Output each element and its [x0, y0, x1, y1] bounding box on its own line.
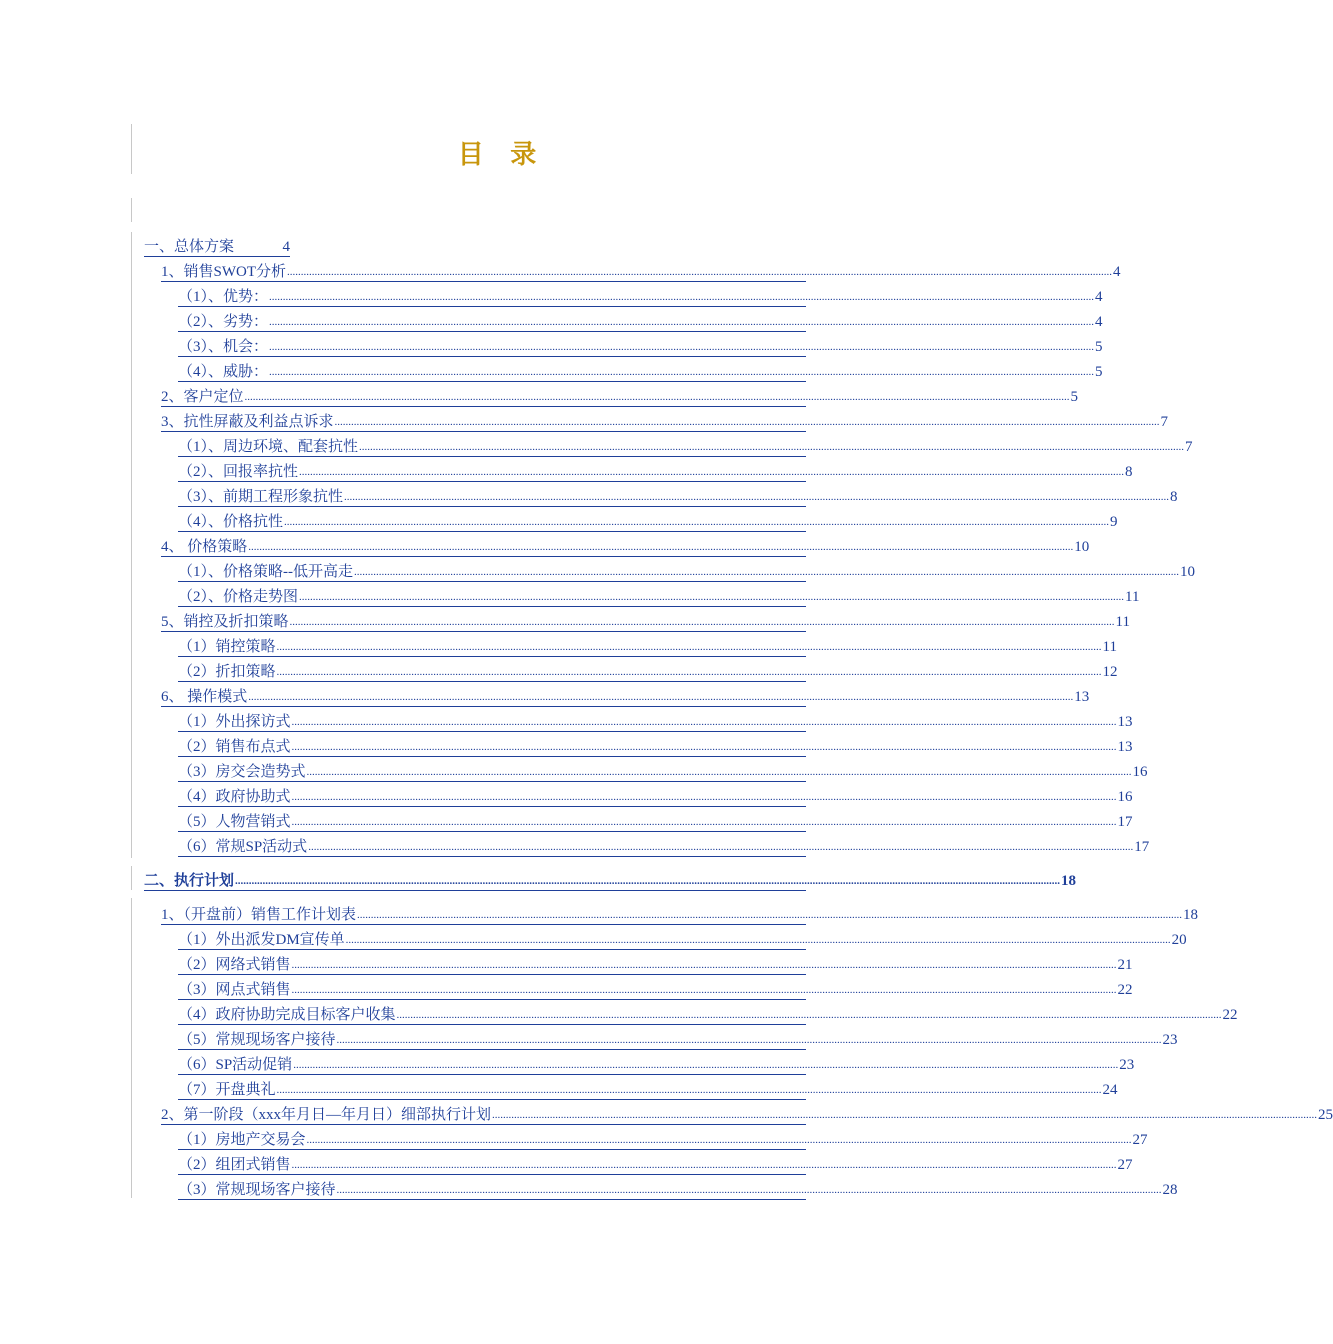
toc-entry[interactable] [161, 1104, 1333, 1125]
toc-entry-label: （2）销售布点式 [178, 739, 291, 755]
toc-entry-label: （3）常规现场客户接待 [178, 1182, 336, 1198]
toc-entry-label: （5）常规现场客户接待 [178, 1032, 336, 1048]
toc-entry[interactable] [144, 236, 290, 257]
margin-bar-section-1 [131, 232, 132, 858]
toc-dot-leader: ............................................................................................................................................................................................................................................................................................................ [357, 909, 1183, 921]
toc-dot-leader: ............................................................................................................................................................................................................................................................................................................ [269, 366, 1095, 378]
toc-entry-page-number: 5 [1070, 389, 1079, 405]
toc-entry[interactable] [178, 786, 1133, 807]
toc-entry-label: （4）政府协助完成目标客户收集 [178, 1007, 396, 1023]
toc-entry[interactable] [178, 811, 1133, 832]
toc-entry-label: （6）SP活动促销 [178, 1057, 293, 1073]
toc-dot-leader: ............................................................................................................................................................................................................................................................................................................ [291, 741, 1117, 753]
toc-dot-leader: ............................................................................................................................................................................................................................................................................................................ [248, 691, 1074, 703]
toc-entry[interactable] [161, 686, 1090, 707]
toc-dot-leader: ............................................................................................................................................................................................................................................................................................................ [299, 591, 1125, 603]
toc-entry-page-number: 8 [1125, 464, 1133, 480]
toc-entry-page-number: 22 [1117, 982, 1133, 998]
toc-entry[interactable] [178, 436, 1193, 457]
toc-entry-label: （4）、价格抗性 [178, 514, 284, 530]
toc-entry-label: （6）常规SP活动式 [178, 839, 308, 855]
toc-entry-label: （7）开盘典礼 [178, 1082, 276, 1098]
toc-entry-page-number: 28 [1162, 1182, 1178, 1198]
toc-entry-label: （4）政府协助式 [178, 789, 291, 805]
toc-dot-leader: ............................................................................................................................................................................................................................................................................................................ [276, 666, 1102, 678]
toc-entry-page-number: 16 [1117, 789, 1133, 805]
toc-entry-page-number: 10 [1074, 539, 1090, 555]
toc-entry[interactable] [178, 736, 1133, 757]
toc-entry[interactable] [178, 711, 1133, 732]
toc-entry-label: 二、执行计划 [144, 873, 235, 889]
margin-bar-gap [131, 198, 132, 222]
toc-dot-leader: ............................................................................................................................................................................................................................................................................................................ [244, 391, 1070, 403]
toc-entry[interactable] [161, 536, 1090, 557]
toc-dot-leader: ............................................................................................................................................................................................................................................................................................................ [291, 959, 1117, 971]
toc-entry-page-number: 7 [1185, 439, 1193, 455]
toc-dot-leader: ............................................................................................................................................................................................................................................................................................................ [492, 1109, 1318, 1121]
toc-entry[interactable] [178, 1129, 1148, 1150]
toc-entry[interactable] [178, 286, 1103, 307]
toc-dot-leader: ............................................................................................................................................................................................................................................................................................................ [291, 816, 1117, 828]
toc-entry-label: 1、（开盘前）销售工作计划表 [161, 907, 357, 923]
toc-entry[interactable] [178, 511, 1118, 532]
toc-entry[interactable] [178, 461, 1133, 482]
toc-entry-label: （1）外出派发DM宣传单 [178, 932, 345, 948]
margin-bar-section-2-heading [131, 866, 132, 890]
toc-dot-leader: ............................................................................................................................................................................................................................................................................................................ [291, 1159, 1117, 1171]
toc-entry-page-number: 13 [1117, 714, 1133, 730]
toc-entry-label: （2）、回报率抗性 [178, 464, 299, 480]
toc-entry-label: （1）销控策略 [178, 639, 276, 655]
toc-dot-leader: ............................................................................................................................................................................................................................................................................................................ [344, 491, 1170, 503]
toc-entry-page-number: 25 [1318, 1107, 1333, 1123]
toc-entry-label: （1）、价格策略--低开高走 [178, 564, 353, 580]
toc-entry-page-number: 20 [1171, 932, 1187, 948]
toc-entry[interactable] [178, 486, 1178, 507]
toc-dot-leader: ............................................................................................................................................................................................................................................................................................................ [334, 416, 1160, 428]
toc-entry[interactable] [161, 904, 1199, 925]
toc-entry[interactable] [178, 1079, 1118, 1100]
toc-entry-label: 一、总体方案 [144, 239, 235, 255]
toc-entry[interactable] [178, 1004, 1238, 1025]
toc-entry-label: （2）组团式销售 [178, 1157, 291, 1173]
toc-entry-label: （1）房地产交易会 [178, 1132, 306, 1148]
toc-dot-leader: ............................................................................................................................................................................................................................................................................................................ [336, 1184, 1162, 1196]
toc-entry[interactable] [178, 1154, 1133, 1175]
toc-entry[interactable] [178, 761, 1148, 782]
toc-entry[interactable] [178, 661, 1118, 682]
toc-entry-label: 4、 价格策略 [161, 539, 248, 555]
toc-dot-leader: ............................................................................................................................................................................................................................................................................................................ [291, 716, 1117, 728]
toc-entry-page-number: 5 [1095, 364, 1103, 380]
toc-entry[interactable] [178, 636, 1117, 657]
toc-dot-leader: ............................................................................................................................................................................................................................................................................................................ [276, 1084, 1102, 1096]
toc-entry-page-number: 17 [1117, 814, 1133, 830]
toc-entry-page-number: 22 [1222, 1007, 1238, 1023]
toc-entry-label: （3）房交会造势式 [178, 764, 306, 780]
toc-entry-page-number: 4 [1095, 314, 1103, 330]
toc-dot-leader: ............................................................................................................................................................................................................................................................................................................ [293, 1059, 1119, 1071]
toc-entry-label: （3）网点式销售 [178, 982, 291, 998]
toc-entry[interactable] [178, 336, 1103, 357]
toc-entry[interactable] [144, 870, 1077, 891]
toc-entry-label: （1）、周边环境、配套抗性 [178, 439, 359, 455]
toc-dot-leader: ............................................................................................................................................................................................................................................................................................................ [345, 934, 1171, 946]
toc-entry[interactable] [161, 411, 1169, 432]
toc-entry-label: （2）、价格走势图 [178, 589, 299, 605]
toc-dot-leader: ............................................................................................................................................................................................................................................................................................................ [291, 791, 1117, 803]
toc-entry-label: 1、销售SWOT分析 [161, 264, 286, 280]
toc-entry-label: 2、第一阶段（xxx年月日—年月日）细部执行计划 [161, 1107, 492, 1123]
toc-entry[interactable] [178, 586, 1140, 607]
toc-entry-page-number: 16 [1132, 764, 1148, 780]
toc-entry-page-number: 21 [1117, 957, 1133, 973]
toc-dot-leader: ............................................................................................................................................................................................................................................................................................................ [248, 541, 1074, 553]
toc-entry[interactable] [178, 1054, 1135, 1075]
toc-entry-page-number: 10 [1180, 564, 1195, 580]
toc-dot-leader: ............................................................................................................................................................................................................................................................................................................ [269, 316, 1095, 328]
toc-entry-page-number: 7 [1160, 414, 1169, 430]
toc-entry-page-number: 4 [1095, 289, 1103, 305]
margin-bar-section-2 [131, 898, 132, 1198]
toc-entry-page-number: 18 [1183, 907, 1199, 923]
toc-entry[interactable] [178, 836, 1150, 857]
toc-entry-label: （2）、劣势： [178, 314, 269, 330]
toc-entry[interactable] [178, 311, 1103, 332]
toc-entry-page-number: 5 [1095, 339, 1103, 355]
toc-dot-leader: ............................................................................................................................................................................................................................................................................................................ [276, 641, 1102, 653]
toc-entry-page-number: 11 [1125, 589, 1140, 605]
toc-entry-label: （1）外出探访式 [178, 714, 291, 730]
toc-entry-page-number: 11 [1115, 614, 1130, 630]
toc-dot-leader: ............................................................................................................................................................................................................................................................................................................ [299, 466, 1125, 478]
toc-entry[interactable] [178, 929, 1187, 950]
toc-dot-leader: ............................................................................................................................................................................................................................................................................................................ [359, 441, 1185, 453]
toc-dot-leader: ............................................................................................................................................................................................................................................................................................................ [269, 341, 1095, 353]
toc-entry-page-number: 13 [1117, 739, 1133, 755]
toc-entry-page-number: 23 [1119, 1057, 1135, 1073]
toc-entry-label: （2）折扣策略 [178, 664, 276, 680]
toc-entry-page-number: 9 [1110, 514, 1118, 530]
toc-entry-page-number: 23 [1162, 1032, 1178, 1048]
toc-entry-label: （1）、优势： [178, 289, 269, 305]
toc-entry-page-number: 18 [1061, 873, 1077, 889]
toc-entry-label: （5）人物营销式 [178, 814, 291, 830]
toc-entry-page-number: 27 [1117, 1157, 1133, 1173]
toc-entry-page-number: 4 [282, 239, 290, 255]
toc-dot-leader: ............................................................................................................................................................................................................................................................................................................ [291, 984, 1117, 996]
toc-dot-leader: ............................................................................................................................................................................................................................................................................................................ [269, 291, 1095, 303]
toc-entry-page-number: 11 [1102, 639, 1117, 655]
toc-dot-leader: ............................................................................................................................................................................................................................................................................................................ [289, 616, 1115, 628]
toc-entry[interactable] [161, 386, 1079, 407]
toc-entry-label: （4）、威胁： [178, 364, 269, 380]
toc-entry-page-number: 24 [1102, 1082, 1118, 1098]
toc-entry[interactable] [161, 611, 1130, 632]
toc-dot-leader: ............................................................................................................................................................................................................................................................................................................ [308, 841, 1134, 853]
toc-entry-label: 2、客户定位 [161, 389, 244, 405]
toc-dot-leader: ............................................................................................................................................................................................................................................................................................................ [336, 1034, 1162, 1046]
toc-entry[interactable] [161, 261, 1121, 282]
toc-entry-page-number: 4 [1113, 264, 1121, 280]
toc-entry-label: （3）、前期工程形象抗性 [178, 489, 344, 505]
toc-entry[interactable] [178, 954, 1133, 975]
toc-entry-label: 5、销控及折扣策略 [161, 614, 289, 630]
toc-dot-leader: ............................................................................................................................................................................................................................................................................................................ [284, 516, 1110, 528]
toc-title: 目 录 [457, 140, 547, 169]
toc-entry-page-number: 17 [1134, 839, 1150, 855]
toc-entry-label: （3）、机会： [178, 339, 269, 355]
toc-dot-leader: ............................................................................................................................................................................................................................................................................................................ [287, 266, 1112, 278]
toc-entry-label: 3、抗性屏蔽及利益点诉求 [161, 414, 334, 430]
toc-dot-leader: ............................................................................................................................................................................................................................................................................................................ [306, 766, 1132, 778]
toc-entry-page-number: 8 [1170, 489, 1178, 505]
toc-entry[interactable] [178, 561, 1195, 582]
toc-dot-leader: ............................................................................................................................................................................................................................................................................................................ [396, 1009, 1222, 1021]
toc-dot-leader: ............................................................................................................................................................................................................................................................................................................ [354, 566, 1179, 578]
toc-entry-page-number: 12 [1102, 664, 1118, 680]
toc-dot-leader: ............................................................................................................................................................................................................................................................................................................ [306, 1134, 1132, 1146]
toc-entry[interactable] [178, 1179, 1178, 1200]
toc-entry-label: 6、 操作模式 [161, 689, 248, 705]
toc-entry[interactable] [178, 979, 1133, 1000]
toc-dot-leader: ............................................................................................................................................................................................................................................................................................................ [235, 875, 1061, 887]
toc-entry-label: （2）网络式销售 [178, 957, 291, 973]
toc-entry-page-number: 27 [1132, 1132, 1148, 1148]
toc-entry[interactable] [178, 1029, 1178, 1050]
toc-entry-page-number: 13 [1074, 689, 1090, 705]
toc-entry[interactable] [178, 361, 1103, 382]
